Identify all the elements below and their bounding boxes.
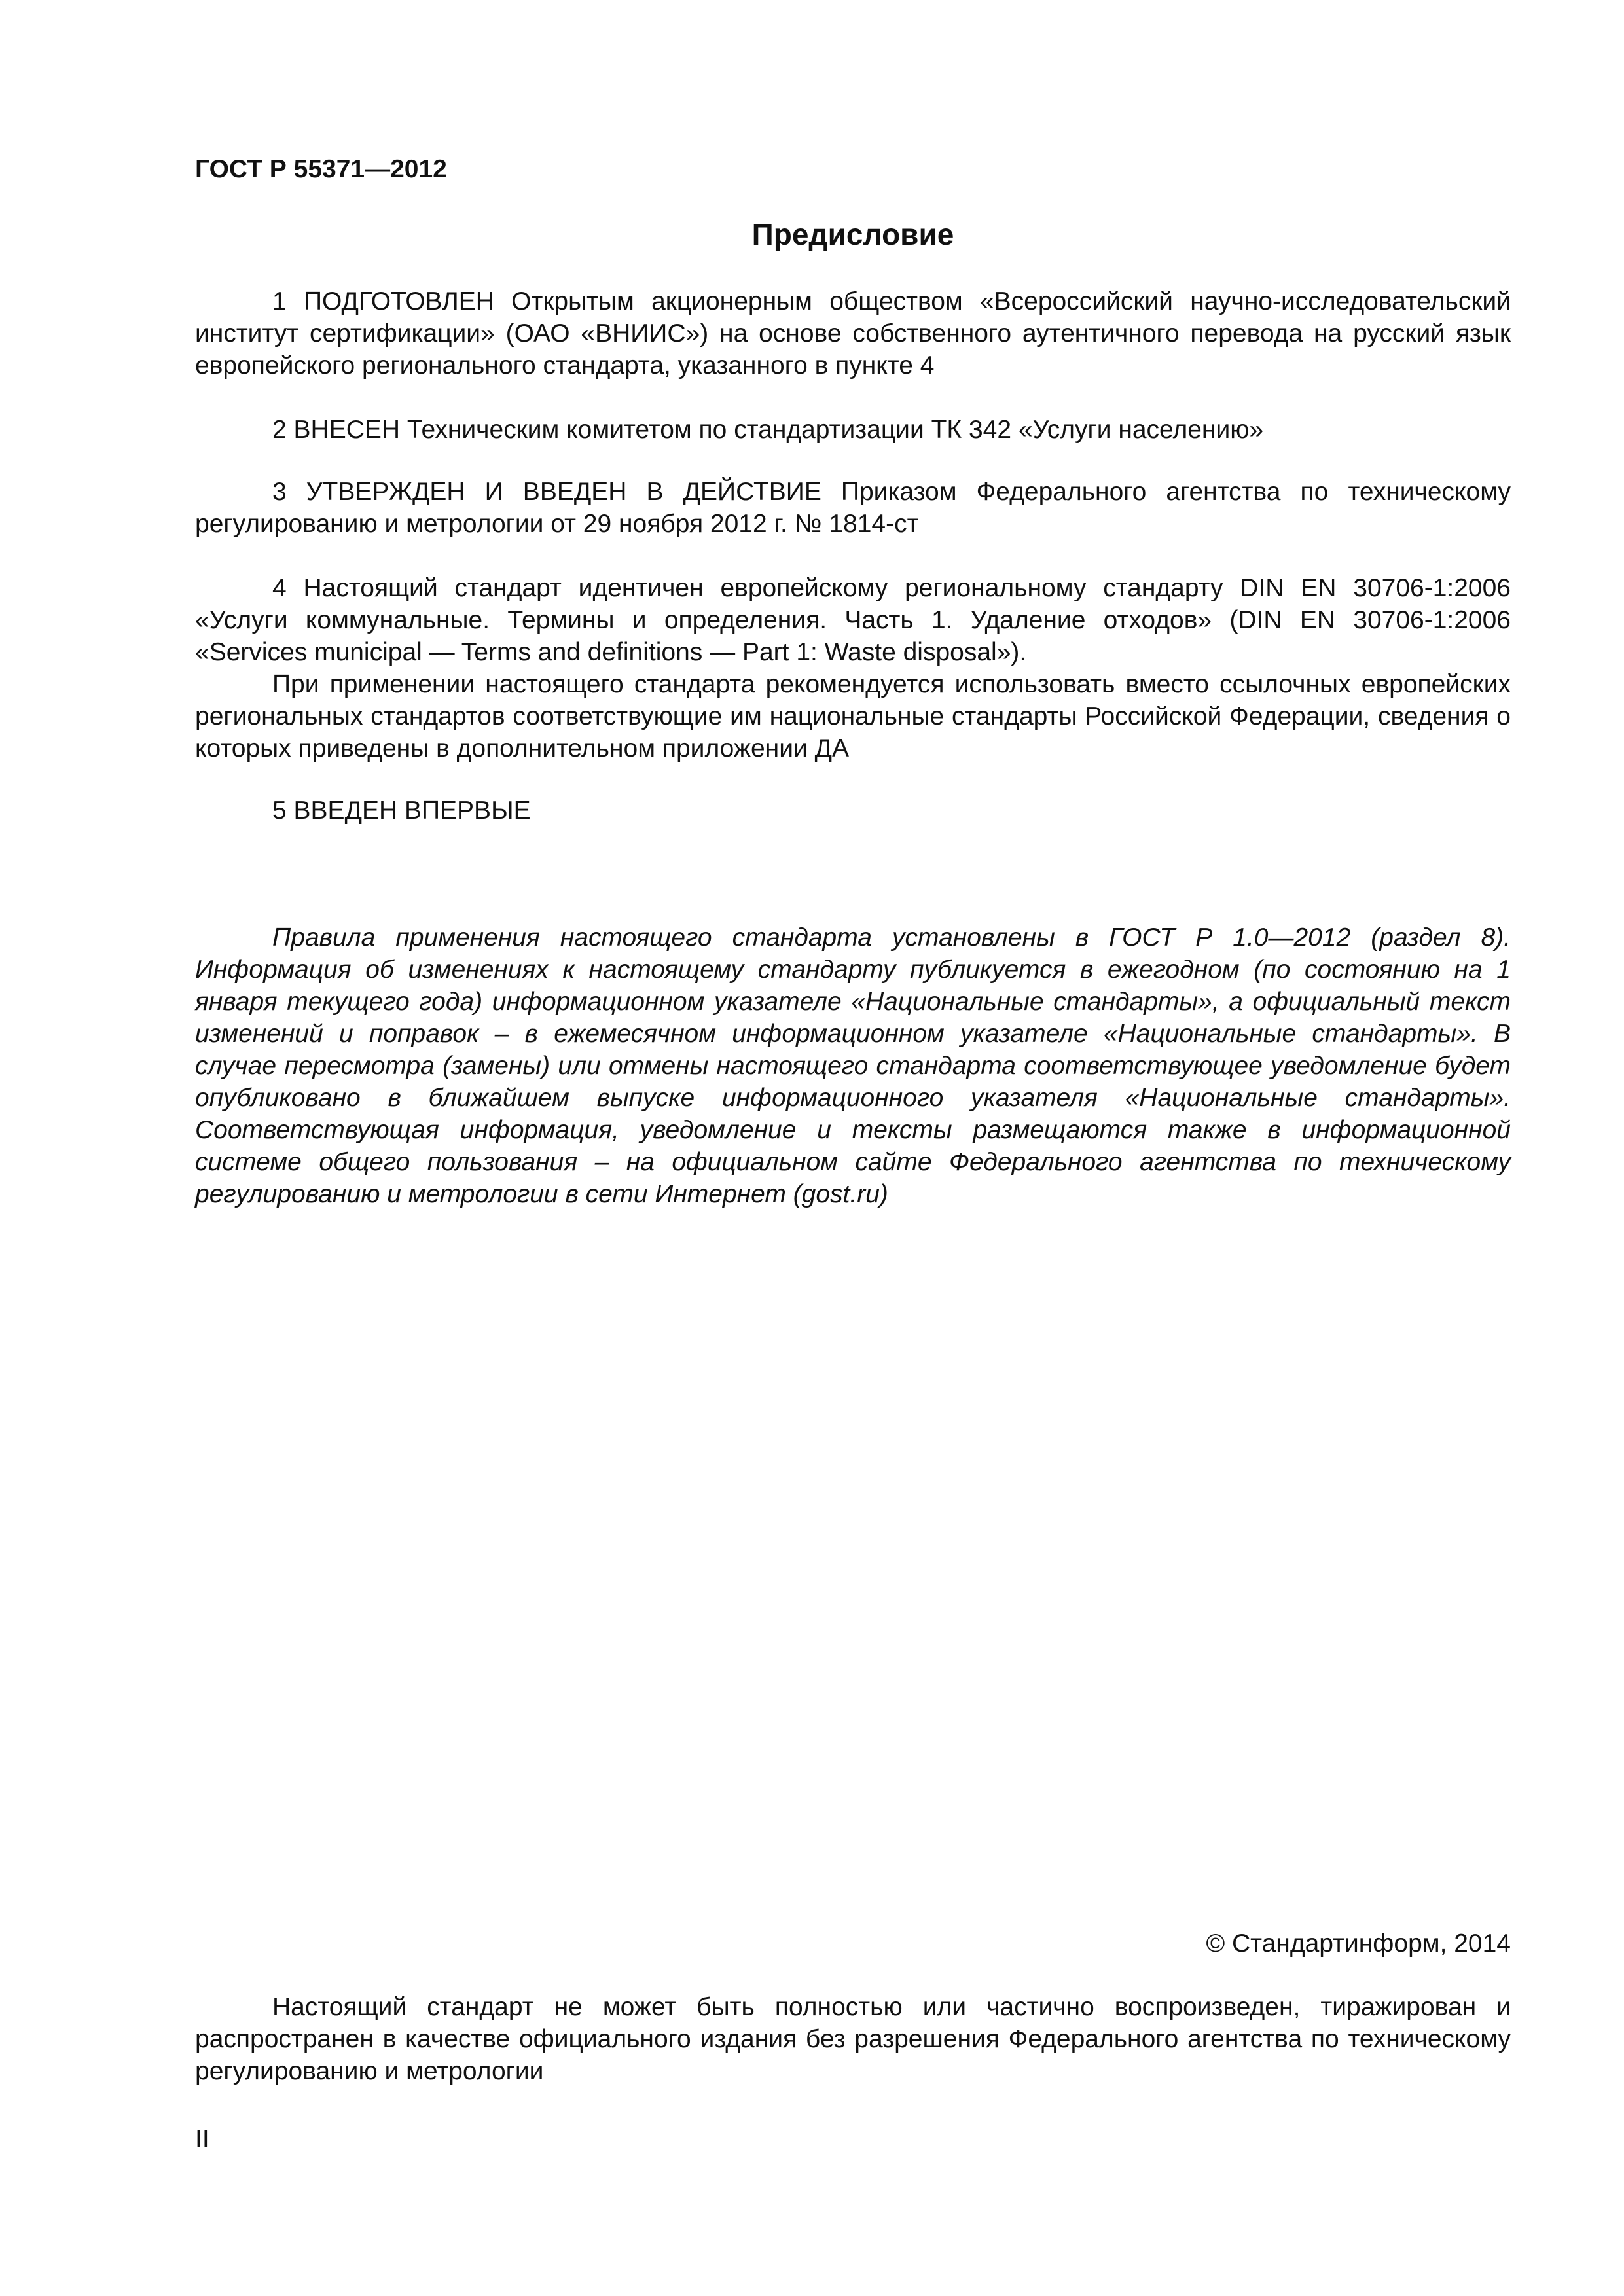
foreword-item-2: 2 ВНЕСЕН Техническим комитетом по стандартизации ТК 342 «Услуги населению» [272, 416, 1264, 444]
foreword-item-1: 1 ПОДГОТОВЛЕН Открытым акционерным обществом «Всероссийский научно-исследовательский институт сертификации» (ОАО «ВНИИС») на основе собственного аутентичного перевода на русский язык европейского регионального стандарта, указанного в пункте 4 [195, 287, 1511, 380]
application-rules-notice: Правила применения настоящего стандарта установлены в ГОСТ Р 1.0—2012 (раздел 8). Информация об изменениях к настоящему стандарту публикуется в ежегодном (по состоянию на 1 января текущего года) информационном указателе «Национальные стандарты», а официальный текст изменений и поправок – в ежемесячном информационном указателе «Национальные стандарты». В случае пересмотра (замены) или отмены настоящего стандарта соответствующее уведомление будет опубликовано в ближайшем выпуске информационного указателя «Национальные стандарты». Соответствующая информация, уведомление и тексты размещаются также в информационной системе общего пользования – на официальном сайте Федерального агентства по техническому регулированию и метрологии в сети Интернет (gost.ru) [195, 924, 1511, 1208]
foreword-item-4-note: При применении настоящего стандарта рекомендуется использовать вместо ссылочных европейских региональных стандартов соответствующие им национальные стандарты Российской Федерации, сведения о которых приведены в дополнительном приложении ДА [195, 670, 1511, 762]
foreword-item-3: 3 УТВЕРЖДЕН И ВВЕДЕН В ДЕЙСТВИЕ Приказом Федерального агентства по техническому регулированию и метрологии от 29 ноября 2012 г. № 1814-ст [195, 478, 1511, 538]
legal-notice: Настоящий стандарт не может быть полностью или частично воспроизведен, тиражирован и распространен в качестве официального издания без разрешения Федерального агентства по техническому регулированию и метрологии [195, 1993, 1511, 2085]
document-code-header: ГОСТ Р 55371—2012 [195, 155, 447, 183]
foreword-item-5: 5 ВВЕДЕН ВПЕРВЫЕ [272, 797, 531, 825]
page-number: II [195, 2125, 209, 2153]
foreword-item-4: 4 Настоящий стандарт идентичен европейскому региональному стандарту DIN EN 30706-1:2006 «Услуги коммунальные. Термины и определения. Часть 1. Удаление отходов» (DIN EN 30706-1:2006 «Services municipal — Terms and definitions — Part 1: Waste disposal»). [195, 574, 1511, 666]
page-title: Предисловие [751, 217, 954, 251]
copyright-notice: © Стандартинформ, 2014 [1206, 1929, 1511, 1958]
